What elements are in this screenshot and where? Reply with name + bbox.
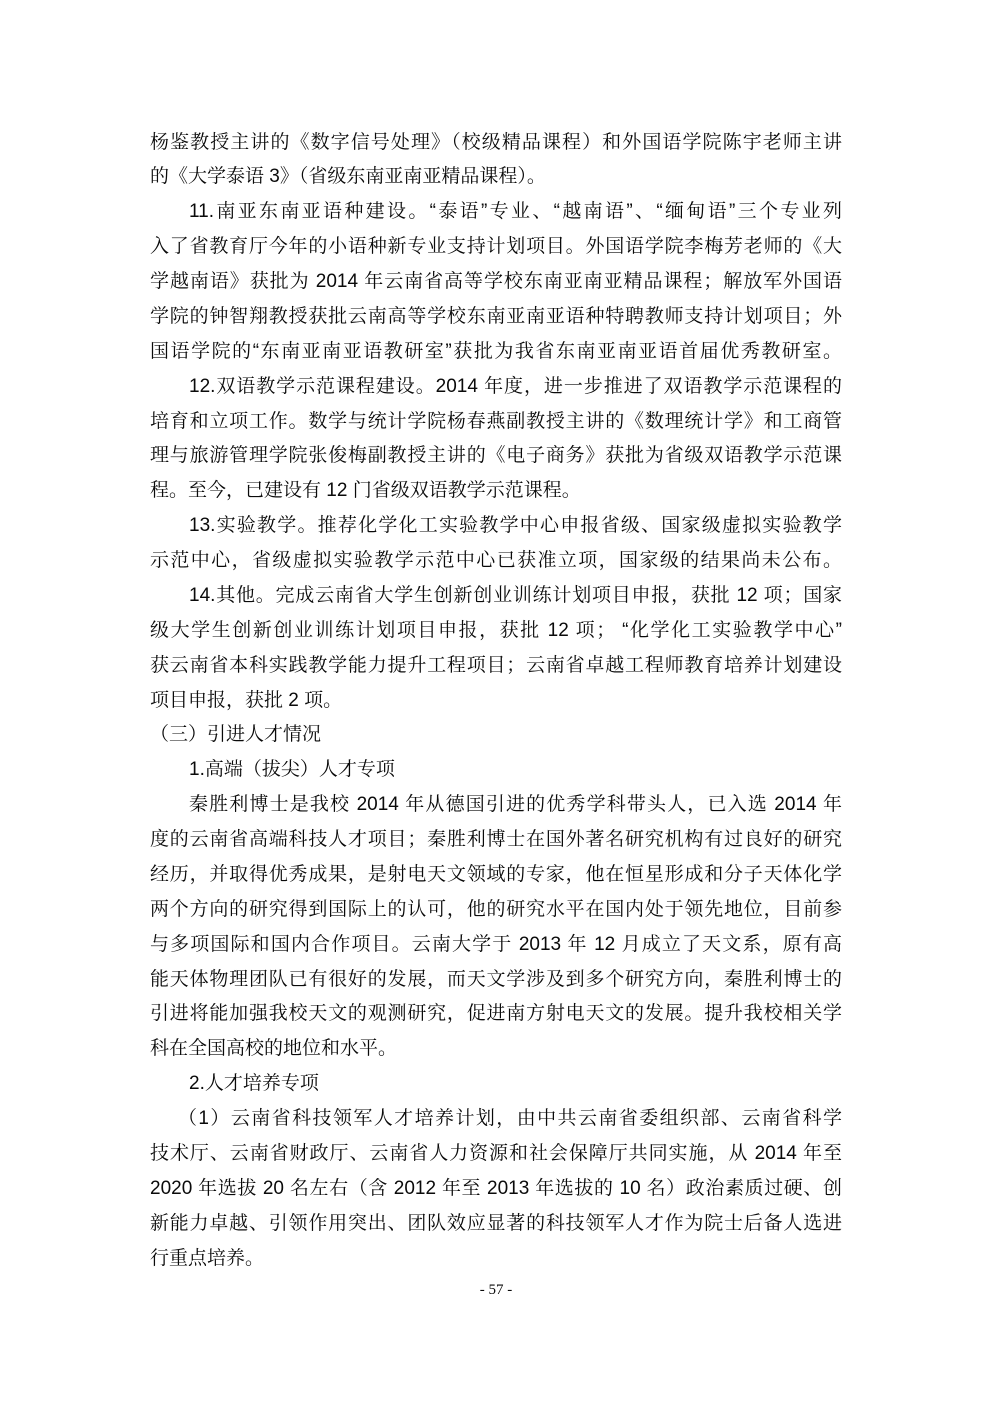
subsection-heading: 1.高端（拔尖）人才专项 <box>189 759 395 781</box>
text-line: 经历，并取得优秀成果，是射电天文领域的专家，他在恒星形成和分子天体化学 <box>150 863 842 885</box>
text-line: 能天体物理团队已有很好的发展，而天文学涉及到多个研究方向，秦胜利博士的 <box>150 968 842 990</box>
text-line: 14.其他。完成云南省大学生创新创业训练计划项目申报，获批 12 项；国家 <box>189 584 842 606</box>
text-line: 2020 年选拔 20 名左右（含 2012 年至 2013 年选拔的 10 名）政治素质过硬、创 <box>150 1177 842 1199</box>
text-line: 理与旅游管理学院张俊梅副教授主讲的《电子商务》获批为省级双语教学示范课 <box>150 445 842 467</box>
text-line: 的《大学泰语 3》（省级东南亚南亚精品课程）。 <box>150 166 546 188</box>
text-line: （1）云南省科技领军人才培养计划，由中共云南省委组织部、云南省科学 <box>178 1108 842 1130</box>
text-line: 入了省教育厅今年的小语种新专业支持计划项目。外国语学院李梅芳老师的《大 <box>150 236 842 258</box>
paragraph-talent-intro <box>150 788 842 1067</box>
text-line: 程。至今，已建设有 12 门省级双语教学示范课程。 <box>150 480 581 502</box>
text-line: 培育和立项工作。数学与统计学院杨春燕副教授主讲的《数理统计学》和工商管 <box>150 410 842 432</box>
paragraph-item-14 <box>150 579 842 719</box>
text-line: 与多项国际和国内合作项目。云南大学于 2013 年 12 月成立了天文系，原有高 <box>150 933 842 955</box>
paragraph-talent-training <box>150 1102 842 1276</box>
text-line: 度的云南省高端科技人才项目；秦胜利博士在国外著名研究机构有过良好的研究 <box>150 829 842 851</box>
text-line: 13.实验教学。推荐化学化工实验教学中心申报省级、国家级虚拟实验教学 <box>189 515 842 537</box>
text-line: 行重点培养。 <box>150 1247 265 1269</box>
text-line: 科在全国高校的地位和水平。 <box>150 1038 398 1060</box>
text-line: 11.南亚东南亚语种建设。“泰语”专业、“越南语”、“缅甸语”三个专业列 <box>189 201 842 223</box>
text-line: 技术厅、云南省财政厅、云南省人力资源和社会保障厅共同实施，从 2014 年至 <box>150 1142 842 1164</box>
subsection-heading: 2.人才培养专项 <box>189 1073 319 1095</box>
section-heading: （三）引进人才情况 <box>150 724 322 746</box>
paragraph-continuation <box>150 126 842 196</box>
text-line: 引进将能加强我校天文的观测研究，促进南方射电天文的发展。提升我校相关学 <box>150 1003 842 1025</box>
text-line: 国语学院的“东南亚南亚语教研室”获批为我省东南亚南亚语首届优秀教研室。 <box>150 340 842 362</box>
text-line: 示范中心，省级虚拟实验教学示范中心已获准立项，国家级的结果尚未公布。 <box>150 550 842 572</box>
document-body <box>150 126 842 1277</box>
paragraph-item-13 <box>150 509 842 579</box>
text-line: 项目申报，获批 2 项。 <box>150 689 343 711</box>
text-line: 杨鉴教授主讲的《数字信号处理》（校级精品课程）和外国语学院陈宇老师主讲 <box>150 131 842 153</box>
text-line: 学院的钟智翔教授获批云南高等学校东南亚南亚语种特聘教师支持计划项目；外 <box>150 305 842 327</box>
text-line: 两个方向的研究得到国际上的认可，他的研究水平在国内处于领先地位，目前参 <box>150 898 842 920</box>
text-line: 12.双语教学示范课程建设。2014 年度，进一步推进了双语教学示范课程的 <box>189 375 842 397</box>
text-line: 秦胜利博士是我校 2014 年从德国引进的优秀学科带头人，已入选 2014 年 <box>189 794 842 816</box>
text-line: 学越南语》获批为 2014 年云南省高等学校东南亚南亚精品课程；解放军外国语 <box>150 271 842 293</box>
text-line: 新能力卓越、引领作用突出、团队效应显著的科技领军人才作为院士后备人选进 <box>150 1212 842 1234</box>
page-number: - 57 - <box>479 1282 513 1298</box>
paragraph-item-12 <box>150 370 842 510</box>
text-line: 级大学生创新创业训练计划项目申报，获批 12 项； “化学化工实验教学中心” <box>150 619 842 641</box>
paragraph-item-11 <box>150 195 842 369</box>
text-line: 获云南省本科实践教学能力提升工程项目；云南省卓越工程师教育培养计划建设 <box>150 654 842 676</box>
